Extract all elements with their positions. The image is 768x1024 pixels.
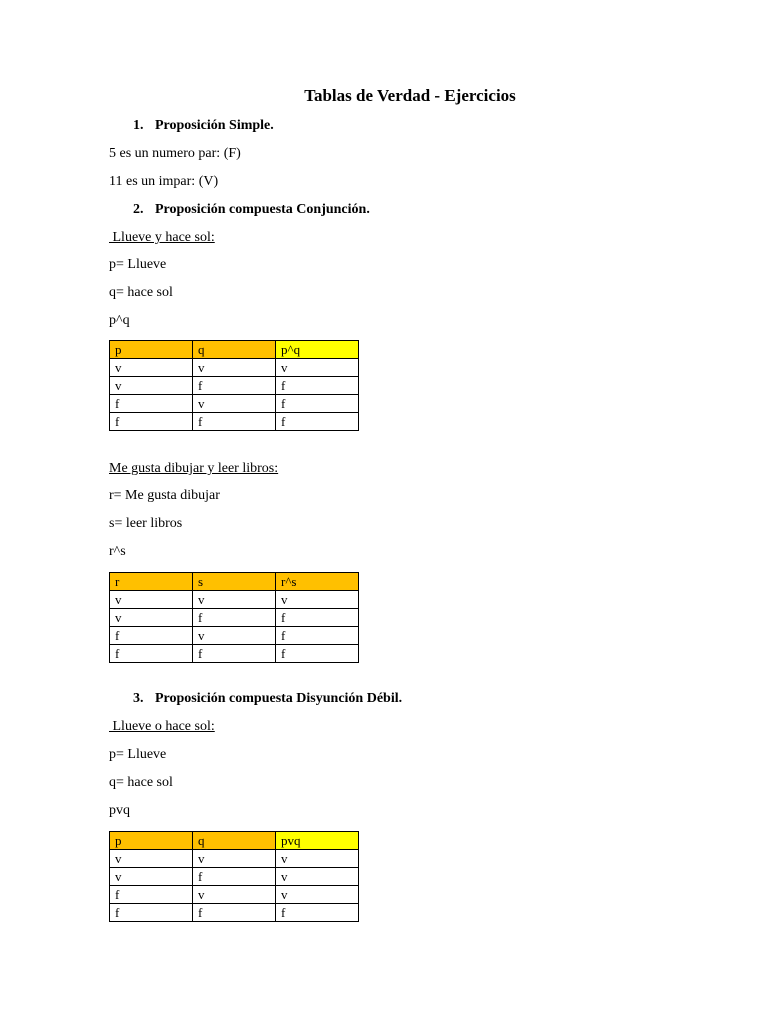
table-row <box>110 359 359 377</box>
table-header-cell: s <box>193 573 276 591</box>
table-cell: f <box>110 627 193 645</box>
table-header-cell: p^q <box>276 341 359 359</box>
table-cell: v <box>276 591 359 609</box>
table-cell: f <box>193 609 276 627</box>
table-header-cell: r <box>110 573 193 591</box>
table-cell: v <box>276 868 359 886</box>
table-cell: v <box>276 850 359 868</box>
table-cell: f <box>193 377 276 395</box>
table-cell: f <box>193 904 276 922</box>
section-1-line-1: 5 es un numero par: (F) <box>109 146 241 161</box>
section-1-line-2: 11 es un impar: (V) <box>109 174 219 189</box>
table-cell: v <box>110 591 193 609</box>
table-cell: v <box>110 377 193 395</box>
table-cell: f <box>110 395 193 413</box>
table-header-row <box>110 573 359 591</box>
table-cell: f <box>276 645 359 663</box>
table-cell: f <box>276 413 359 431</box>
table-row <box>110 886 359 904</box>
conjunction-example-1-def-p: p= Llueve <box>109 257 167 272</box>
disjunction-example-def-q: q= hace sol <box>109 775 173 790</box>
table-cell: v <box>193 359 276 377</box>
table-cell: f <box>276 377 359 395</box>
table-row <box>110 395 359 413</box>
section-1-title: Proposición Simple. <box>155 118 274 133</box>
section-3-number: 3. <box>133 691 144 706</box>
table-cell: f <box>193 413 276 431</box>
table-cell: v <box>110 609 193 627</box>
table-row <box>110 645 359 663</box>
truth-table-p-and-q <box>109 340 359 431</box>
table-cell: v <box>193 886 276 904</box>
section-1-number: 1. <box>133 118 144 133</box>
table-cell: v <box>276 886 359 904</box>
table-row <box>110 904 359 922</box>
table-cell: v <box>276 359 359 377</box>
table-cell: f <box>110 886 193 904</box>
table-cell: v <box>110 850 193 868</box>
table-header-row <box>110 341 359 359</box>
table-cell: f <box>276 627 359 645</box>
table-cell: v <box>110 868 193 886</box>
section-1-heading <box>133 118 274 134</box>
table-header-cell: r^s <box>276 573 359 591</box>
disjunction-example-expression: pvq <box>109 803 130 818</box>
conjunction-example-2-def-s: s= leer libros <box>109 516 183 531</box>
conjunction-example-1-def-q: q= hace sol <box>109 285 173 300</box>
disjunction-example-sentence: Llueve o hace sol: <box>109 719 215 734</box>
table-cell: f <box>110 413 193 431</box>
table-cell: f <box>276 904 359 922</box>
table-row <box>110 591 359 609</box>
table-cell: v <box>110 359 193 377</box>
table-header-cell: p <box>110 832 193 850</box>
table-header-row <box>110 832 359 850</box>
conjunction-example-2-def-r: r= Me gusta dibujar <box>109 488 220 503</box>
section-3-heading <box>133 691 402 707</box>
table-cell: v <box>193 395 276 413</box>
conjunction-example-1-expression: p^q <box>109 313 130 328</box>
table-cell: v <box>193 591 276 609</box>
table-header-cell: q <box>193 341 276 359</box>
table-header-cell: p <box>110 341 193 359</box>
table-cell: f <box>276 609 359 627</box>
table-cell: f <box>110 645 193 663</box>
table-row <box>110 609 359 627</box>
table-row <box>110 377 359 395</box>
table-cell: f <box>110 904 193 922</box>
section-2-heading <box>133 202 370 218</box>
table-cell: v <box>193 627 276 645</box>
table-cell: f <box>276 395 359 413</box>
section-2-number: 2. <box>133 202 144 217</box>
table-cell: f <box>193 868 276 886</box>
table-header-cell: pvq <box>276 832 359 850</box>
table-cell: v <box>193 850 276 868</box>
table-header-cell: q <box>193 832 276 850</box>
section-3-title: Proposición compuesta Disyunción Débil. <box>155 691 403 706</box>
conjunction-example-1-sentence: Llueve y hace sol: <box>109 230 215 245</box>
truth-table-r-and-s <box>109 572 359 663</box>
table-row <box>110 850 359 868</box>
table-row <box>110 868 359 886</box>
page-title: Tablas de Verdad - Ejercicios <box>304 86 516 105</box>
truth-table-p-or-q <box>109 831 359 922</box>
conjunction-example-2-sentence: Me gusta dibujar y leer libros: <box>109 461 279 476</box>
table-row <box>110 627 359 645</box>
table-row <box>110 413 359 431</box>
section-2-title: Proposición compuesta Conjunción. <box>155 202 370 217</box>
disjunction-example-def-p: p= Llueve <box>109 747 167 762</box>
table-cell: f <box>193 645 276 663</box>
conjunction-example-2-expression: r^s <box>109 544 126 559</box>
